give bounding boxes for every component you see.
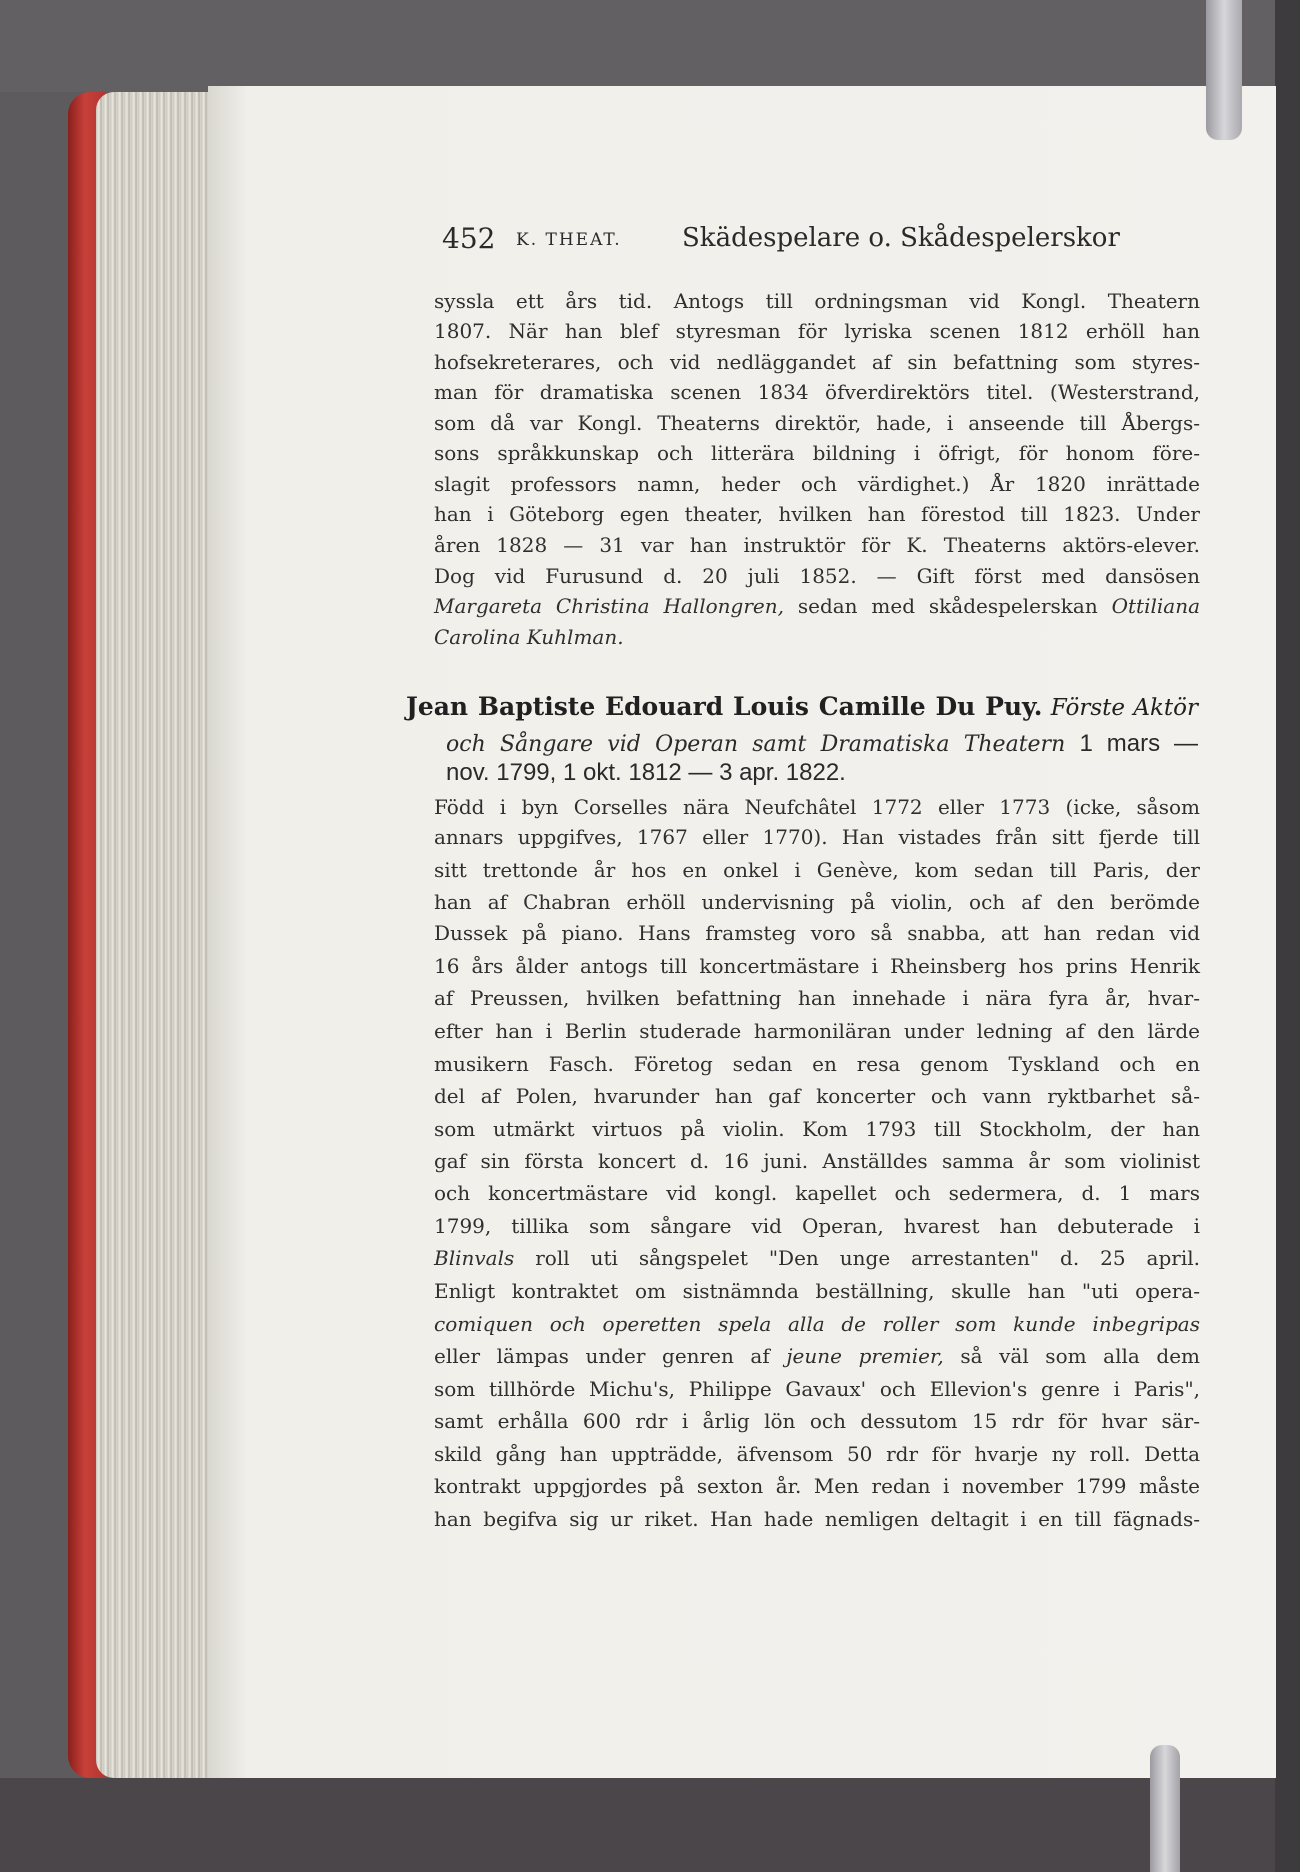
text-line: efter han i Berlin studerade harmoniläran under ledning af den lärde [434,1019,1200,1043]
text-segment: roll uti sångspelet "Den unge arrestanten" d. 25 april. [514,1246,1200,1270]
text-line: Enligt kontraktet om sistnämnda beställning, skulle han "uti opera- [434,1279,1200,1303]
page-number: 452 [442,222,496,255]
text-line: man för dramatiska scenen 1834 öfverdirektörs titel. (Westerstrand, [434,380,1200,404]
text-line: del af Polen, hvarunder han gaf koncerter och vann ryktbarhet så- [434,1084,1200,1108]
text-line: han i Göteborg egen theater, hvilken han förestod till 1823. Under [434,502,1200,526]
entry-dates: nov. 1799, 1 okt. 1812 — 3 apr. 1822. [446,759,846,786]
text-segment: sedan med skådespelerskan [783,594,1112,618]
text-line: han begifva sig ur riket. Han hade nemligen deltagit i en till fägnads- [434,1507,1200,1531]
scan-background-right [1275,0,1300,1872]
italic-name: Margareta Christina Hallongren, [434,594,784,618]
text-line: sitt trettonde år hos en onkel i Genève, kom sedan till Paris, der [434,858,1200,882]
text-line: som utmärkt virtuos på violin. Kom 1793 till Stockholm, der han [434,1117,1200,1141]
running-header [442,222,1142,266]
page-edges [96,92,226,1778]
text-line: af Preussen, hvilken befattning han innehade i nära fyra år, hvar- [434,986,1200,1010]
entry-role: Förste Aktör [1050,695,1198,721]
entry-role: och Sångare vid Operan samt Dramatiska Theatern [446,732,1066,757]
italic-text-line: comiquen och operetten spela alla de roller som kunde inbegripas [434,1312,1200,1336]
text-line: Född i byn Corselles nära Neufchâtel 1772 eller 1773 (icke, såsom [434,795,1200,819]
bookmark-ribbon-top [1206,0,1242,140]
text-segment: eller lämpas under genren af [434,1344,787,1368]
text-line: samt erhålla 600 rdr i årlig lön och dessutom 15 rdr för hvar sär- [434,1409,1200,1433]
text-line: och koncertmästare vid kongl. kapellet och sedermera, d. 1 mars [434,1181,1200,1205]
text-line: kontrakt uppgjordes på sexton år. Men redan i november 1799 måste [434,1474,1200,1498]
text-line: Dussek på piano. Hans framsteg voro så snabba, att han redan vid [434,921,1200,945]
text-line [434,1341,1200,1371]
text-line: sons språkkunskap och litterära bildning i öfrigt, för honom före- [434,441,1200,465]
text-line: musikern Fasch. Företog sedan en resa genom Tyskland och en [434,1052,1200,1076]
entry-heading [406,690,1198,725]
text-line: som tillhörde Michu's, Philippe Gavaux' och Ellevion's genre i Paris", [434,1377,1200,1401]
italic-name: Ottiliana [1111,594,1201,618]
section-label: K. THEAT. [516,230,622,250]
text-line: 16 års ålder antogs till koncertmästare i Rheinsberg hos prins Henrik [434,954,1200,978]
text-line [434,1243,1200,1273]
text-line: som då var Kongl. Theaterns direktör, hade, i anseende till Åbergs- [434,411,1200,435]
text-line: slagit professors namn, heder och värdighet.) År 1820 inrättade [434,472,1200,496]
text-line: gaf sin första koncert d. 16 juni. Anställdes samma år som violinist [434,1149,1200,1173]
running-title: Skädespelare o. Skådespelerskor [682,223,1120,253]
text-line: 1799, tillika som sångare vid Operan, hvarest han debuterade i [434,1214,1200,1238]
text-line: hofsekreterares, och vid nedläggandet af sin befattning som styres- [434,350,1200,374]
entry-name: Jean Baptiste Edouard Louis Camille Du Puy. [406,692,1043,721]
italic-name: Blinvals [434,1246,515,1270]
entry-date: 1 mars — [1079,730,1199,757]
text-line: Dog vid Furusund d. 20 juli 1852. — Gift först med dansösen [434,564,1200,588]
text-line: åren 1828 — 31 var han instruktör för K. Theaterns aktörs-elever. [434,533,1200,557]
text-line: annars uppgifves, 1767 eller 1770). Han vistades från sitt fjerde till [434,825,1200,849]
text-line: han af Chabran erhöll undervisning på violin, och af den berömde [434,890,1200,914]
text-line: syssla ett års tid. Antogs till ordningsman vid Kongl. Theatern [434,289,1200,313]
text-segment: så väl som alla dem [943,1344,1201,1368]
scan-background-bottom [0,1778,1300,1872]
text-line: skild gång han uppträdde, äfvensom 50 rdr för hvarje ny roll. Detta [434,1442,1200,1466]
bookmark-ribbon-bottom [1150,1745,1180,1872]
text-line: 1807. När han blef styresman för lyriska scenen 1812 erhöll han [434,319,1200,343]
italic-term: jeune premier, [786,1344,944,1368]
italic-name: Carolina Kuhlman. [434,625,624,649]
scan-background-top [0,0,1300,92]
text-line [434,591,1200,621]
